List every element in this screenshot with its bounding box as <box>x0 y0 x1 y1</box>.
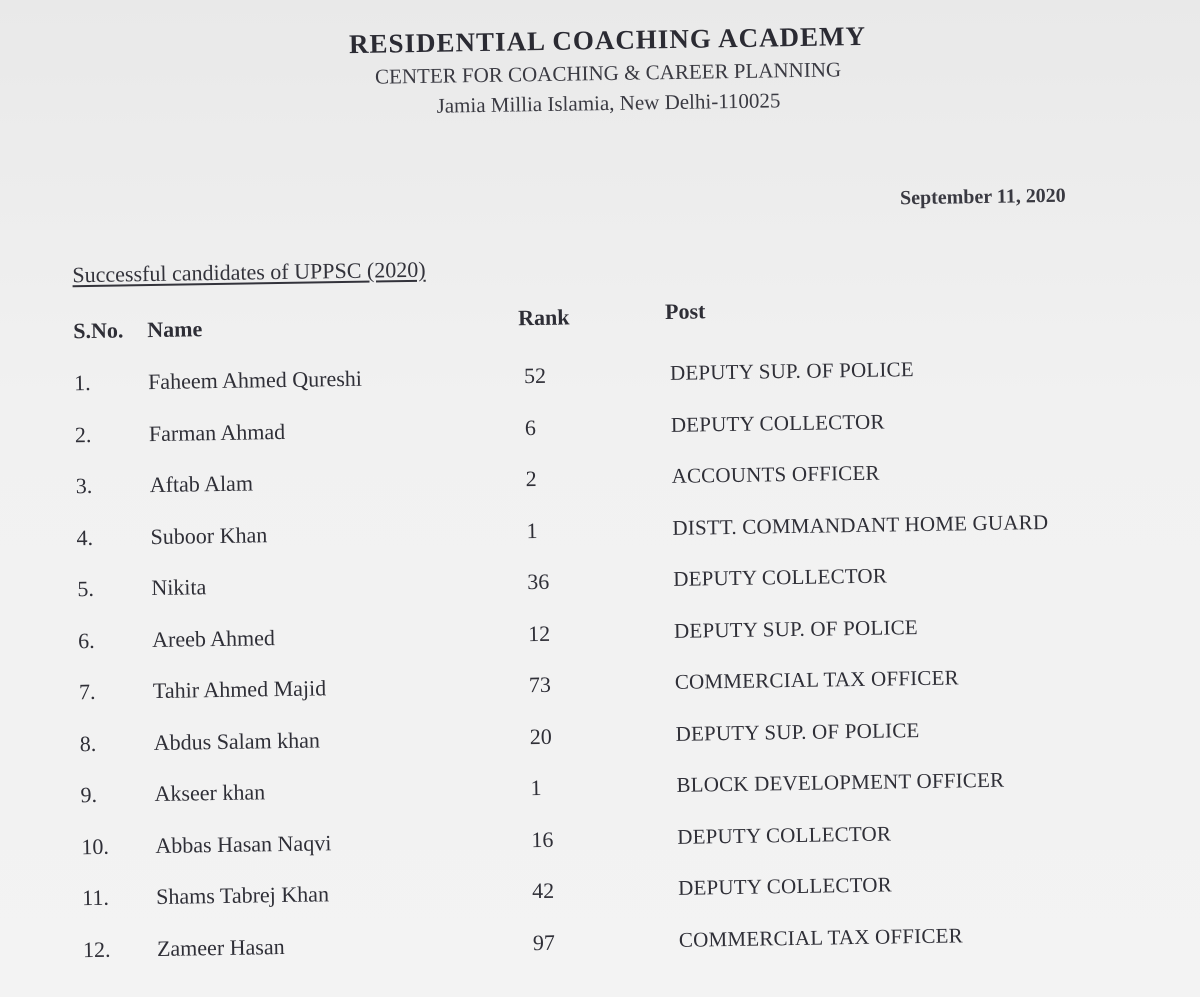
document-date: September 11, 2020 <box>899 184 1066 210</box>
cell-post: COMMERCIAL TAX OFFICER <box>678 922 963 952</box>
cell-name: Shams Tabrej Khan <box>155 881 330 910</box>
column-header-sno: S.No. <box>73 317 124 344</box>
institute-name: RESIDENTIAL COACHING ACADEMY <box>348 20 867 60</box>
cell-name: Nikita <box>151 574 207 601</box>
cell-sno: 5. <box>77 575 95 602</box>
cell-sno: 8. <box>79 730 97 756</box>
cell-post: DISTT. COMMANDANT HOME GUARD <box>672 509 1049 540</box>
cell-post: ACCOUNTS OFFICER <box>671 460 880 488</box>
cell-post: BLOCK DEVELOPMENT OFFICER <box>676 767 1005 797</box>
cell-sno: 12. <box>82 936 111 962</box>
cell-name: Faheem Ahmed Qureshi <box>147 365 363 395</box>
cell-rank: 1 <box>526 517 538 543</box>
cell-post: DEPUTY COLLECTOR <box>677 820 892 849</box>
column-header-post: Post <box>664 298 706 324</box>
cell-sno: 6. <box>77 627 95 653</box>
cell-name: Aftab Alam <box>149 470 254 498</box>
table-body <box>0 353 1200 990</box>
cell-post: DEPUTY COLLECTOR <box>673 563 888 591</box>
cell-sno: 7. <box>78 678 96 705</box>
cell-post: DEPUTY SUP. OF POLICE <box>675 717 920 746</box>
cell-rank: 52 <box>523 362 547 389</box>
cell-rank: 42 <box>531 877 555 904</box>
cell-name: Areeb Ahmed <box>151 624 276 652</box>
cell-name: Zameer Hasan <box>156 933 285 961</box>
cell-sno: 4. <box>76 524 94 550</box>
center-name: CENTER FOR COACHING & CAREER PLANNING <box>374 57 842 89</box>
cell-rank: 36 <box>527 568 550 595</box>
address: Jamia Millia Islamia, New Delhi-110025 <box>436 88 781 118</box>
list-heading: Successful candidates of UPPSC (2020) <box>72 256 426 288</box>
cell-post: COMMERCIAL TAX OFFICER <box>674 665 959 694</box>
cell-rank: 16 <box>531 826 554 852</box>
column-header-rank: Rank <box>517 304 570 331</box>
cell-post: DEPUTY COLLECTOR <box>677 872 893 900</box>
cell-sno: 2. <box>74 421 92 447</box>
cell-post: DEPUTY COLLECTOR <box>670 409 885 437</box>
cell-sno: 3. <box>75 472 93 499</box>
cell-rank: 2 <box>525 465 537 492</box>
cell-name: Farman Ahmad <box>148 418 286 446</box>
column-header-name: Name <box>147 316 203 343</box>
cell-rank: 97 <box>532 929 556 955</box>
cell-rank: 12 <box>527 620 551 646</box>
cell-name: Abbas Hasan Naqvi <box>155 829 332 858</box>
cell-post: DEPUTY SUP. OF POLICE <box>669 357 914 385</box>
cell-rank: 73 <box>528 671 552 698</box>
cell-name: Suboor Khan <box>150 521 268 549</box>
cell-rank: 20 <box>529 723 552 749</box>
cell-post: DEPUTY SUP. OF POLICE <box>673 614 919 643</box>
cell-rank: 6 <box>524 414 537 440</box>
cell-name: Tahir Ahmed Majid <box>152 675 327 704</box>
cell-rank: 1 <box>530 774 542 801</box>
cell-name: Abdus Salam khan <box>153 726 321 755</box>
cell-sno: 10. <box>81 833 110 859</box>
cell-sno: 9. <box>80 781 98 808</box>
cell-sno: 1. <box>73 369 91 396</box>
cell-name: Akseer khan <box>154 779 266 807</box>
cell-sno: 11. <box>81 884 110 911</box>
